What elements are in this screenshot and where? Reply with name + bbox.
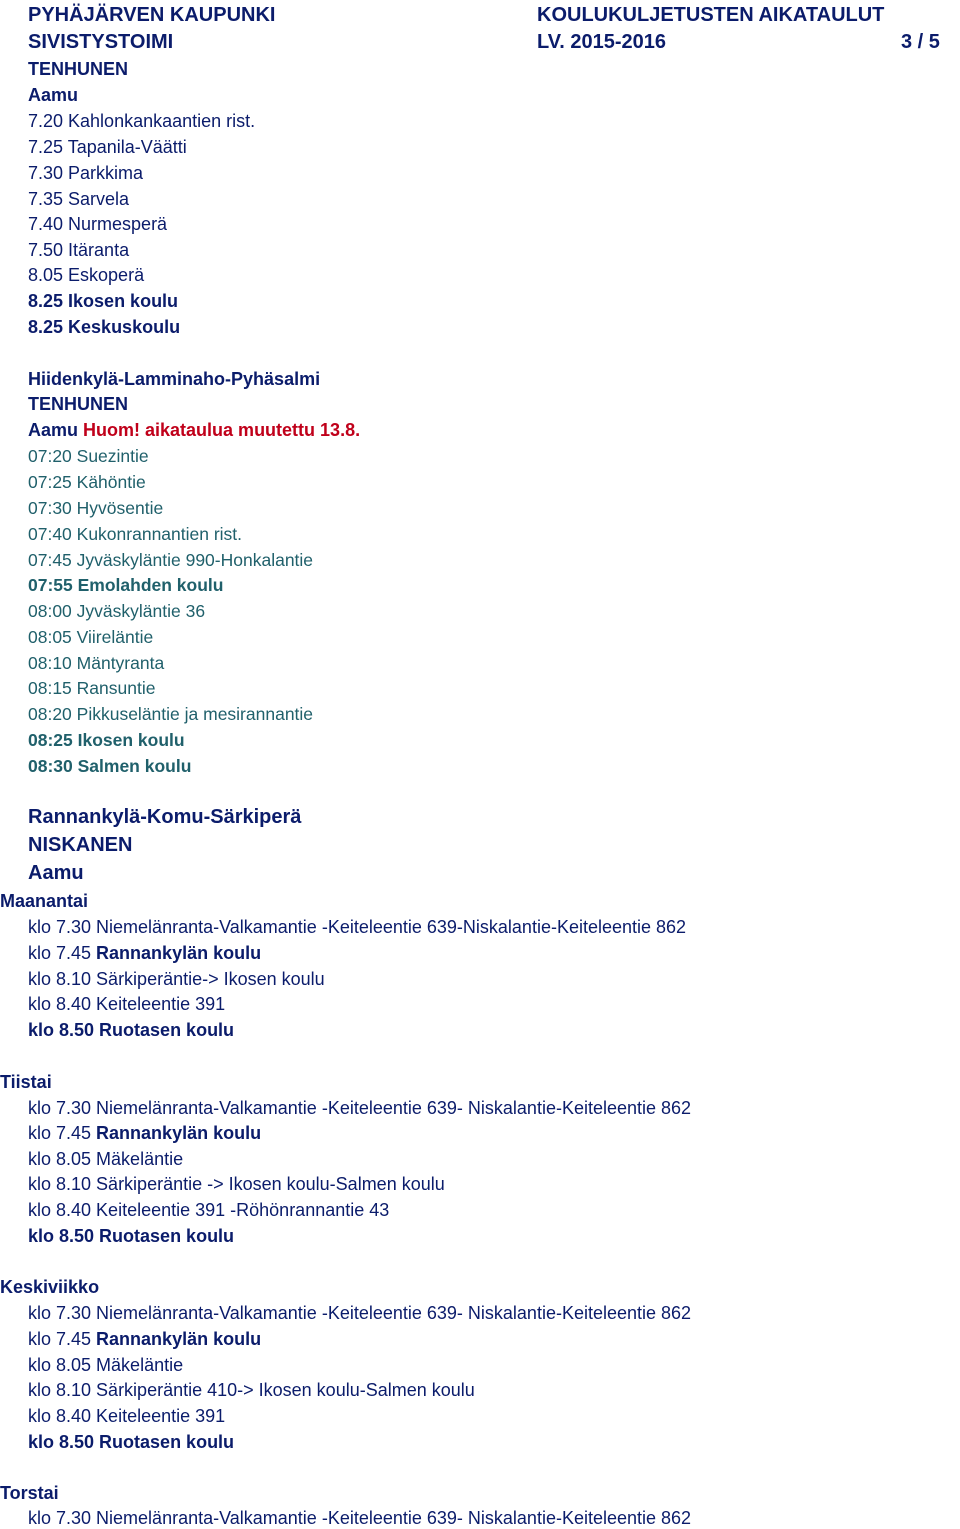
schedule-line (28, 1355, 183, 1376)
day-heading-thursday: Torstai (0, 1483, 59, 1503)
schedule-line (28, 994, 225, 1015)
schedule-line (28, 1329, 261, 1350)
schedule-line (28, 917, 686, 938)
schedule-line (28, 1303, 691, 1324)
org-department: SIVISTYSTOIMI (28, 31, 174, 53)
schedule-time: klo 8.10 (28, 1380, 92, 1400)
section2-stop: 07:20 Suezintie (28, 446, 149, 466)
schedule-time: klo 8.40 (28, 1200, 92, 1220)
schedule-text: Keiteleentie 391 -Röhönrannantie 43 (91, 1200, 390, 1220)
schedule-text: Mäkeläntie (91, 1355, 184, 1375)
section2-stop: 08:05 Viireläntie (28, 627, 154, 647)
day-heading-monday: Maanantai (0, 891, 89, 911)
section1-stop: 7.50 Itäranta (28, 240, 130, 260)
schedule-line (28, 1020, 234, 1041)
section2-period: Aamu (28, 420, 79, 440)
schedule-time: klo 8.40 (28, 1406, 92, 1426)
section2-route: Hiidenkylä-Lamminaho-Pyhäsalmi (28, 369, 321, 389)
school-year: LV. 2015-2016 (537, 31, 666, 53)
schedule-line (28, 1098, 691, 1119)
section1-stop: 7.35 Sarvela (28, 189, 130, 209)
schedule-line (28, 969, 325, 990)
schedule-line (28, 1508, 691, 1529)
section3-driver: NISKANEN (28, 834, 133, 856)
section2-stop: 07:40 Kukonrannantien rist. (28, 524, 243, 544)
schedule-line (28, 1123, 261, 1144)
schedule-time: klo 8.50 (28, 1020, 95, 1040)
schedule-time: klo 8.50 (28, 1226, 95, 1246)
schedule-text: Särkiperäntie 410-> Ikosen koulu-Salmen koulu (91, 1380, 475, 1400)
schedule-text: Ruotasen koulu (94, 1432, 235, 1452)
schedule-time: klo 8.05 (28, 1355, 92, 1375)
schedule-line (28, 943, 261, 964)
section1-stop: 7.20 Kahlonkankaantien rist. (28, 111, 256, 131)
schedule-time: klo 8.40 (28, 994, 92, 1014)
section1-stop: 7.25 Tapanila-Väätti (28, 137, 187, 157)
schedule-time: klo 8.10 (28, 969, 92, 989)
schedule-line (28, 1149, 183, 1170)
schedule-text: Rannankylän koulu (91, 1329, 262, 1349)
section2-stop: 08:10 Mäntyranta (28, 653, 165, 673)
section1-stop: 7.30 Parkkima (28, 163, 144, 183)
section2-stop: 08:00 Jyväskyläntie 36 (28, 601, 206, 621)
section1-stop-school: 8.25 Keskuskoulu (28, 317, 181, 337)
schedule-text: Keiteleentie 391 (91, 994, 226, 1014)
section1-stop: 7.40 Nurmesperä (28, 214, 168, 234)
org-name: PYHÄJÄRVEN KAUPUNKI (28, 4, 276, 26)
schedule-change-note: Huom! aikataulua muutettu 13.8. (83, 420, 361, 440)
schedule-text: Ruotasen koulu (94, 1020, 235, 1040)
section2-stop-school: 08:25 Ikosen koulu (28, 730, 185, 750)
schedule-time: klo 8.05 (28, 1149, 92, 1169)
schedule-text: Keiteleentie 391 (91, 1406, 226, 1426)
section2-stop: 07:30 Hyvösentie (28, 498, 164, 518)
section2-stop: 07:45 Jyväskyläntie 990-Honkalantie (28, 550, 314, 570)
day-heading-tuesday: Tiistai (0, 1072, 52, 1092)
schedule-time: klo 7.45 (28, 1329, 92, 1349)
page-number: 3 / 5 (901, 31, 940, 53)
section2-stop-school: 07:55 Emolahden koulu (28, 575, 224, 595)
section3-route: Rannankylä-Komu-Särkiperä (28, 806, 302, 828)
schedule-text: Niemelänranta-Valkamantie -Keiteleentie 639- Niskalantie-Keiteleentie 862 (91, 1098, 692, 1118)
section2-stop: 07:25 Kähöntie (28, 472, 146, 492)
schedule-line (28, 1432, 234, 1453)
schedule-text: Rannankylän koulu (91, 943, 262, 963)
schedule-time: klo 7.45 (28, 1123, 92, 1143)
section2-stop-school: 08:30 Salmen koulu (28, 756, 192, 776)
schedule-line (28, 1380, 475, 1401)
schedule-text: Mäkeläntie (91, 1149, 184, 1169)
schedule-text: Särkiperäntie-> Ikosen koulu (91, 969, 325, 989)
schedule-line (28, 1200, 389, 1221)
schedule-text: Niemelänranta-Valkamantie -Keiteleentie 639- Niskalantie-Keiteleentie 862 (91, 1303, 692, 1323)
schedule-line (28, 1174, 445, 1195)
schedule-time: klo 8.10 (28, 1174, 92, 1194)
schedule-time: klo 7.30 (28, 1303, 92, 1323)
section1-stop-school: 8.25 Ikosen koulu (28, 291, 179, 311)
schedule-time: klo 7.45 (28, 943, 92, 963)
section1-period: Aamu (28, 85, 79, 105)
schedule-text: Rannankylän koulu (91, 1123, 262, 1143)
schedule-line (28, 1226, 234, 1247)
schedule-text: Niemelänranta-Valkamantie -Keiteleentie 639- Niskalantie-Keiteleentie 862 (91, 1508, 692, 1528)
section1-stop: 8.05 Eskoperä (28, 265, 145, 285)
schedule-time: klo 8.50 (28, 1432, 95, 1452)
section2-stop: 08:15 Ransuntie (28, 678, 156, 698)
schedule-time: klo 7.30 (28, 1508, 92, 1528)
section2-driver: TENHUNEN (28, 394, 129, 414)
schedule-line (28, 1406, 225, 1427)
schedule-text: Särkiperäntie -> Ikosen koulu-Salmen koulu (91, 1174, 445, 1194)
section2-stop: 08:20 Pikkuseläntie ja mesirannantie (28, 704, 314, 724)
section3-period: Aamu (28, 862, 84, 884)
section1-driver: TENHUNEN (28, 59, 129, 79)
section2-period-row (28, 420, 360, 441)
schedule-time: klo 7.30 (28, 1098, 92, 1118)
schedule-text: Niemelänranta-Valkamantie -Keiteleentie 639-Niskalantie-Keiteleentie 862 (91, 917, 687, 937)
schedule-text: Ruotasen koulu (94, 1226, 235, 1246)
schedule-time: klo 7.30 (28, 917, 92, 937)
document-title: KOULUKULJETUSTEN AIKATAULUT (537, 4, 885, 26)
day-heading-wednesday: Keskiviikko (0, 1277, 100, 1297)
